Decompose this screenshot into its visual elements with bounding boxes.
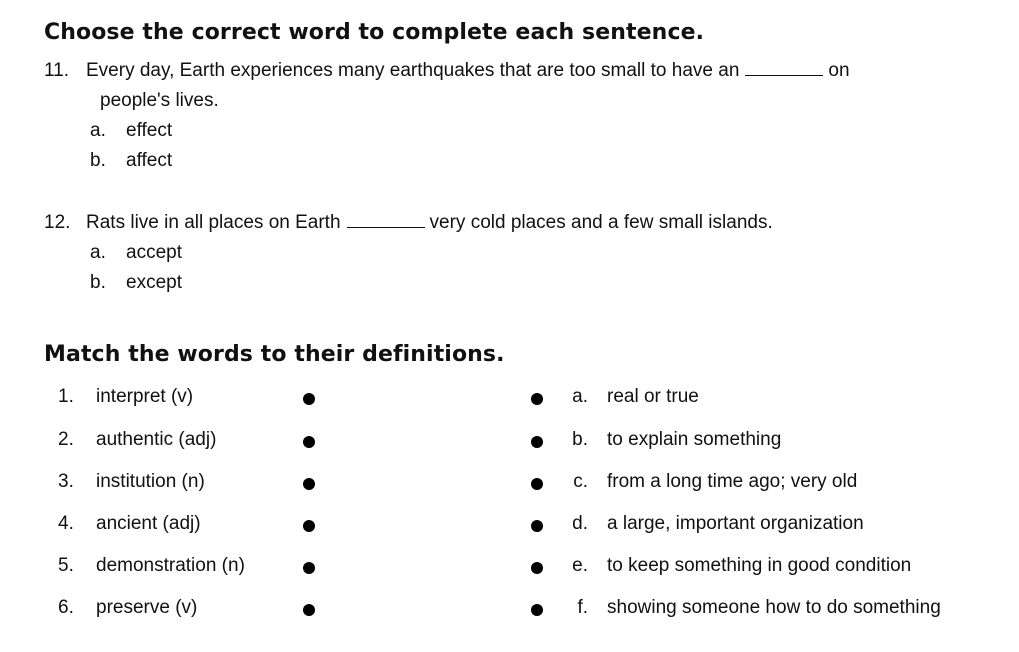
definition-text: from a long time ago; very old [607, 471, 858, 492]
option-text: affect [126, 150, 173, 171]
question-text-after: on [828, 60, 850, 81]
definition-letter: a. [572, 386, 588, 407]
definition-letter: f. [577, 597, 588, 618]
option-12a[interactable] [90, 242, 182, 264]
word-term: ancient (adj) [96, 513, 201, 534]
option-12b[interactable] [90, 272, 182, 294]
answer-blank[interactable] [347, 213, 425, 228]
option-letter: b. [90, 150, 106, 171]
definition-text: to keep something in good condition [607, 555, 912, 576]
word-term: interpret (v) [96, 386, 194, 407]
definition-text: to explain something [607, 429, 782, 450]
word-connector-dot[interactable] [303, 436, 315, 448]
match-row-5 [0, 555, 1019, 585]
option-text: except [126, 272, 182, 293]
word-connector-dot[interactable] [303, 393, 315, 405]
option-text: accept [126, 242, 182, 263]
word-number: 4. [58, 513, 74, 534]
definition-connector-dot[interactable] [531, 520, 543, 532]
match-row-1 [0, 386, 1019, 416]
definition-letter: c. [573, 471, 588, 492]
word-connector-dot[interactable] [303, 520, 315, 532]
option-11b[interactable] [90, 150, 172, 172]
word-number: 1. [58, 386, 74, 407]
word-number: 2. [58, 429, 74, 450]
word-term: authentic (adj) [96, 429, 217, 450]
question-12 [44, 212, 773, 234]
definition-letter: e. [572, 555, 588, 576]
definition-connector-dot[interactable] [531, 604, 543, 616]
match-row-6 [0, 597, 1019, 627]
definition-text: a large, important organization [607, 513, 864, 534]
option-11a[interactable] [90, 120, 172, 142]
word-term: demonstration (n) [96, 555, 245, 576]
word-connector-dot[interactable] [303, 604, 315, 616]
question-number: 11. [44, 60, 70, 81]
question-number: 12. [44, 212, 71, 233]
word-term: preserve (v) [96, 597, 198, 618]
word-term: institution (n) [96, 471, 205, 492]
option-letter: a. [90, 242, 106, 263]
question-text-after: very cold places and a few small islands. [429, 212, 773, 233]
match-row-4 [0, 513, 1019, 543]
match-row-2 [0, 429, 1019, 459]
section-heading-match-words: Match the words to their definitions. [44, 342, 505, 367]
answer-blank[interactable] [745, 61, 823, 76]
option-text: effect [126, 120, 173, 141]
definition-connector-dot[interactable] [531, 562, 543, 574]
word-number: 6. [58, 597, 74, 618]
definition-letter: d. [572, 513, 588, 534]
option-letter: a. [90, 120, 106, 141]
definition-connector-dot[interactable] [531, 436, 543, 448]
option-letter: b. [90, 272, 106, 293]
section-heading-choose-word: Choose the correct word to complete each sentence. [44, 20, 705, 45]
match-row-3 [0, 471, 1019, 501]
word-connector-dot[interactable] [303, 562, 315, 574]
definition-text: showing someone how to do something [607, 597, 941, 618]
definition-text: real or true [607, 386, 699, 407]
definition-connector-dot[interactable] [531, 478, 543, 490]
question-11-continuation: people's lives. [100, 90, 219, 111]
definition-letter: b. [572, 429, 588, 450]
word-connector-dot[interactable] [303, 478, 315, 490]
question-text-before: Every day, Earth experiences many earthquakes that are too small to have an [86, 60, 740, 81]
word-number: 5. [58, 555, 74, 576]
question-text-before: Rats live in all places on Earth [86, 212, 341, 233]
question-11 [44, 60, 850, 82]
word-number: 3. [58, 471, 74, 492]
definition-connector-dot[interactable] [531, 393, 543, 405]
